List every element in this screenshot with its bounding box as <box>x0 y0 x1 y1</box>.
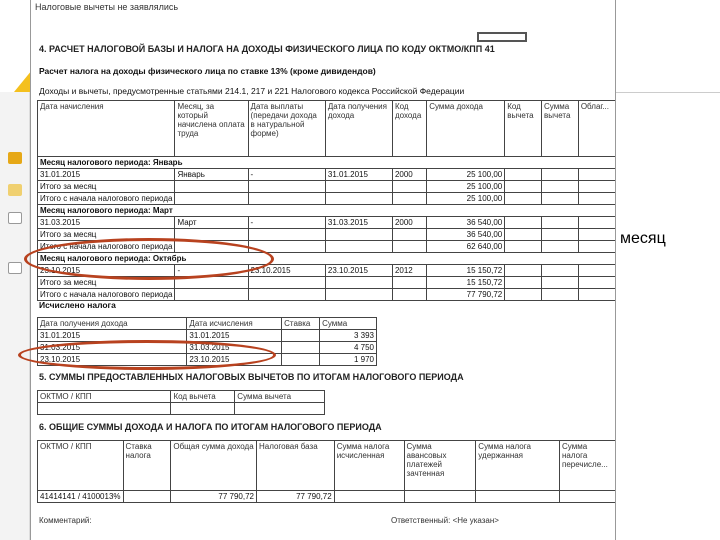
column-header: Ставка налога <box>123 441 171 491</box>
group-cell: Месяц налогового периода: Март <box>38 205 617 217</box>
folder-icon <box>8 152 22 164</box>
table-cell <box>505 181 542 193</box>
highlight-oval-tax <box>18 340 276 370</box>
table-cell: 36 540,00 <box>427 217 505 229</box>
column-header: Облаг... <box>578 101 616 157</box>
table-cell: 31.03.2015 <box>325 217 392 229</box>
column-header: Дата получения дохода <box>38 318 187 330</box>
background-app-sidebar <box>0 92 30 540</box>
column-header: Дата получения дохода <box>325 101 392 157</box>
column-header: Сумма вычета <box>542 101 579 157</box>
table-cell <box>505 229 542 241</box>
table-cell <box>542 277 579 289</box>
table-cell <box>505 241 542 253</box>
table-cell <box>123 491 171 503</box>
table-cell <box>38 403 171 415</box>
table-cell <box>476 491 560 503</box>
table-cell: 36 540,00 <box>427 229 505 241</box>
table-cell <box>505 265 542 277</box>
folder-icon <box>8 184 22 196</box>
table-cell <box>505 193 542 205</box>
table-cell <box>542 289 579 301</box>
table-cell <box>325 229 392 241</box>
table-cell: 2012 <box>392 265 426 277</box>
table-cell: Итого за месяц <box>38 277 175 289</box>
table-cell <box>578 241 616 253</box>
table-cell <box>392 241 426 253</box>
table-cell: 15 150,72 <box>427 277 505 289</box>
table-cell: 23.10.2015 <box>248 265 325 277</box>
table-cell: 31.01.2015 <box>187 330 282 342</box>
table-cell: 31.01.2015 <box>38 330 187 342</box>
table-cell: 77 790,72 <box>427 289 505 301</box>
section5-title: 5. СУММЫ ПРЕДОСТАВЛЕННЫХ НАЛОГОВЫХ ВЫЧЕТОВ ПО ИТОГАМ НАЛОГОВОГО ПЕРИОДА <box>39 372 464 382</box>
table-cell <box>175 193 248 205</box>
column-header: ОКТМО / КПП <box>38 441 124 491</box>
column-header: Сумма налога удержанная <box>476 441 560 491</box>
table-cell: 25 100,00 <box>427 193 505 205</box>
table-cell <box>578 181 616 193</box>
table-cell: Итого за месяц <box>38 181 175 193</box>
table-cell: 41414141 / 4100013% <box>38 491 124 503</box>
table-cell: - <box>248 169 325 181</box>
table-cell <box>542 181 579 193</box>
table-row <box>38 330 377 342</box>
table-cell: 23.10.2015 <box>38 265 175 277</box>
table-cell <box>542 241 579 253</box>
column-header: Сумма налога исчисленная <box>334 441 404 491</box>
table-cell: 15 150,72 <box>427 265 505 277</box>
slide-side-text: месяц <box>620 230 666 247</box>
totals-table <box>37 440 616 503</box>
table-cell <box>334 491 404 503</box>
table-cell: 23.10.2015 <box>187 354 282 366</box>
table-cell <box>578 169 616 181</box>
column-header: Сумма налога перечисле... <box>560 441 617 491</box>
section4-subtitle: Расчет налога на доходы физического лица по ставке 13% (кроме дивидендов) <box>39 66 376 76</box>
table-cell: Итого с начала налогового периода <box>38 289 175 301</box>
table-cell: 62 640,00 <box>427 241 505 253</box>
table-cell <box>325 241 392 253</box>
table-cell: Итого с начала налогового периода <box>38 241 175 253</box>
table-row <box>38 289 617 301</box>
table-cell: 2000 <box>392 169 426 181</box>
deductions-table <box>37 390 325 415</box>
footer-comment: Комментарий: <box>39 516 92 525</box>
table-row <box>38 169 617 181</box>
table-cell <box>578 265 616 277</box>
table-cell: 77 790,72 <box>171 491 257 503</box>
table-cell <box>392 289 426 301</box>
table-cell <box>282 342 320 354</box>
column-header: Сумма <box>320 318 377 330</box>
table-cell <box>171 403 235 415</box>
table-cell: 31.01.2015 <box>325 169 392 181</box>
column-header: Месяц, за который начислена оплата труда <box>175 101 248 157</box>
column-header: Дата исчисления <box>187 318 282 330</box>
table-row <box>38 205 617 217</box>
section4-title: 4. РАСЧЕТ НАЛОГОВОЙ БАЗЫ И НАЛОГА НА ДОХОДЫ ФИЗИЧЕСКОГО ЛИЦА ПО КОДУ ОКТМО/КПП 41 <box>39 44 495 54</box>
table-cell <box>578 229 616 241</box>
column-header: Код дохода <box>392 101 426 157</box>
table-cell: - <box>248 217 325 229</box>
table-cell <box>505 217 542 229</box>
highlight-oval-income <box>24 238 274 280</box>
table-cell: 2000 <box>392 217 426 229</box>
top-strip-text: Налоговые вычеты не заявлялись <box>35 2 179 12</box>
table-cell <box>325 289 392 301</box>
table-cell: 23.10.2015 <box>325 265 392 277</box>
table-row <box>38 193 617 205</box>
table-cell: 3 393 <box>320 330 377 342</box>
section4-note: Доходы и вычеты, предусмотренные статьями 214.1, 217 и 221 Налогового кодекса Российской Федерации <box>39 86 465 96</box>
table-cell <box>392 193 426 205</box>
table-cell: Январь <box>175 169 248 181</box>
table-cell <box>325 181 392 193</box>
table-cell <box>248 277 325 289</box>
table-cell <box>578 277 616 289</box>
column-header: Дата начисления <box>38 101 175 157</box>
table-cell: 25 100,00 <box>427 169 505 181</box>
table-cell <box>248 193 325 205</box>
table-cell: Итого за месяц <box>38 229 175 241</box>
table-cell <box>542 265 579 277</box>
table-cell: Март <box>175 217 248 229</box>
table-cell <box>578 217 616 229</box>
table-cell <box>560 491 617 503</box>
footer-responsible: Ответственный: <Не указан> <box>391 516 499 525</box>
table-cell: 77 790,72 <box>256 491 334 503</box>
table-cell: 31.03.2015 <box>187 342 282 354</box>
table-cell <box>235 403 325 415</box>
table-cell <box>282 354 320 366</box>
field-icon <box>8 262 22 274</box>
table-cell <box>392 229 426 241</box>
table-cell <box>175 181 248 193</box>
table-cell <box>282 330 320 342</box>
column-header: Код вычета <box>505 101 542 157</box>
column-header: Код вычета <box>171 391 235 403</box>
group-cell: Месяц налогового периода: Октябрь <box>38 253 617 265</box>
table-cell <box>325 277 392 289</box>
table-cell: 31.01.2015 <box>38 169 175 181</box>
table-cell <box>392 277 426 289</box>
field-icon <box>8 212 22 224</box>
table-row <box>38 217 617 229</box>
column-header: Налоговая база <box>256 441 334 491</box>
table-cell: 31.03.2015 <box>38 342 187 354</box>
table-cell <box>578 193 616 205</box>
table-cell <box>404 491 476 503</box>
table-cell: - <box>175 265 248 277</box>
table-cell <box>578 289 616 301</box>
table-cell <box>542 169 579 181</box>
table-cell <box>325 193 392 205</box>
section6-title: 6. ОБЩИЕ СУММЫ ДОХОДА И НАЛОГА ПО ИТОГАМ НАЛОГОВОГО ПЕРИОДА <box>39 422 382 432</box>
column-header: Сумма авансовых платежей зачтенная <box>404 441 476 491</box>
table-cell: 23.10.2015 <box>38 354 187 366</box>
table-cell <box>542 229 579 241</box>
column-header: Ставка <box>282 318 320 330</box>
column-header: Сумма дохода <box>427 101 505 157</box>
table-row <box>38 157 617 169</box>
table-cell: 4 750 <box>320 342 377 354</box>
table-cell: 31.03.2015 <box>38 217 175 229</box>
calc-title: Исчислено налога <box>39 300 116 310</box>
table-cell <box>248 181 325 193</box>
column-header: ОКТМО / КПП <box>38 391 171 403</box>
table-cell <box>248 289 325 301</box>
table-cell <box>542 193 579 205</box>
table-cell <box>505 169 542 181</box>
group-cell: Месяц налогового периода: Январь <box>38 157 617 169</box>
overlay-box <box>477 32 527 42</box>
table-cell: 25 100,00 <box>427 181 505 193</box>
table-row <box>38 181 617 193</box>
column-header: Общая сумма дохода <box>171 441 257 491</box>
table-cell: Итого с начала налогового периода <box>38 193 175 205</box>
column-header: Дата выплаты (передачи дохода в натуральной форме) <box>248 101 325 157</box>
table-cell <box>248 229 325 241</box>
table-cell <box>542 217 579 229</box>
table-cell <box>505 289 542 301</box>
column-header: Сумма вычета <box>235 391 325 403</box>
table-cell <box>392 181 426 193</box>
table-cell <box>505 277 542 289</box>
table-cell <box>175 289 248 301</box>
table-cell: 1 970 <box>320 354 377 366</box>
